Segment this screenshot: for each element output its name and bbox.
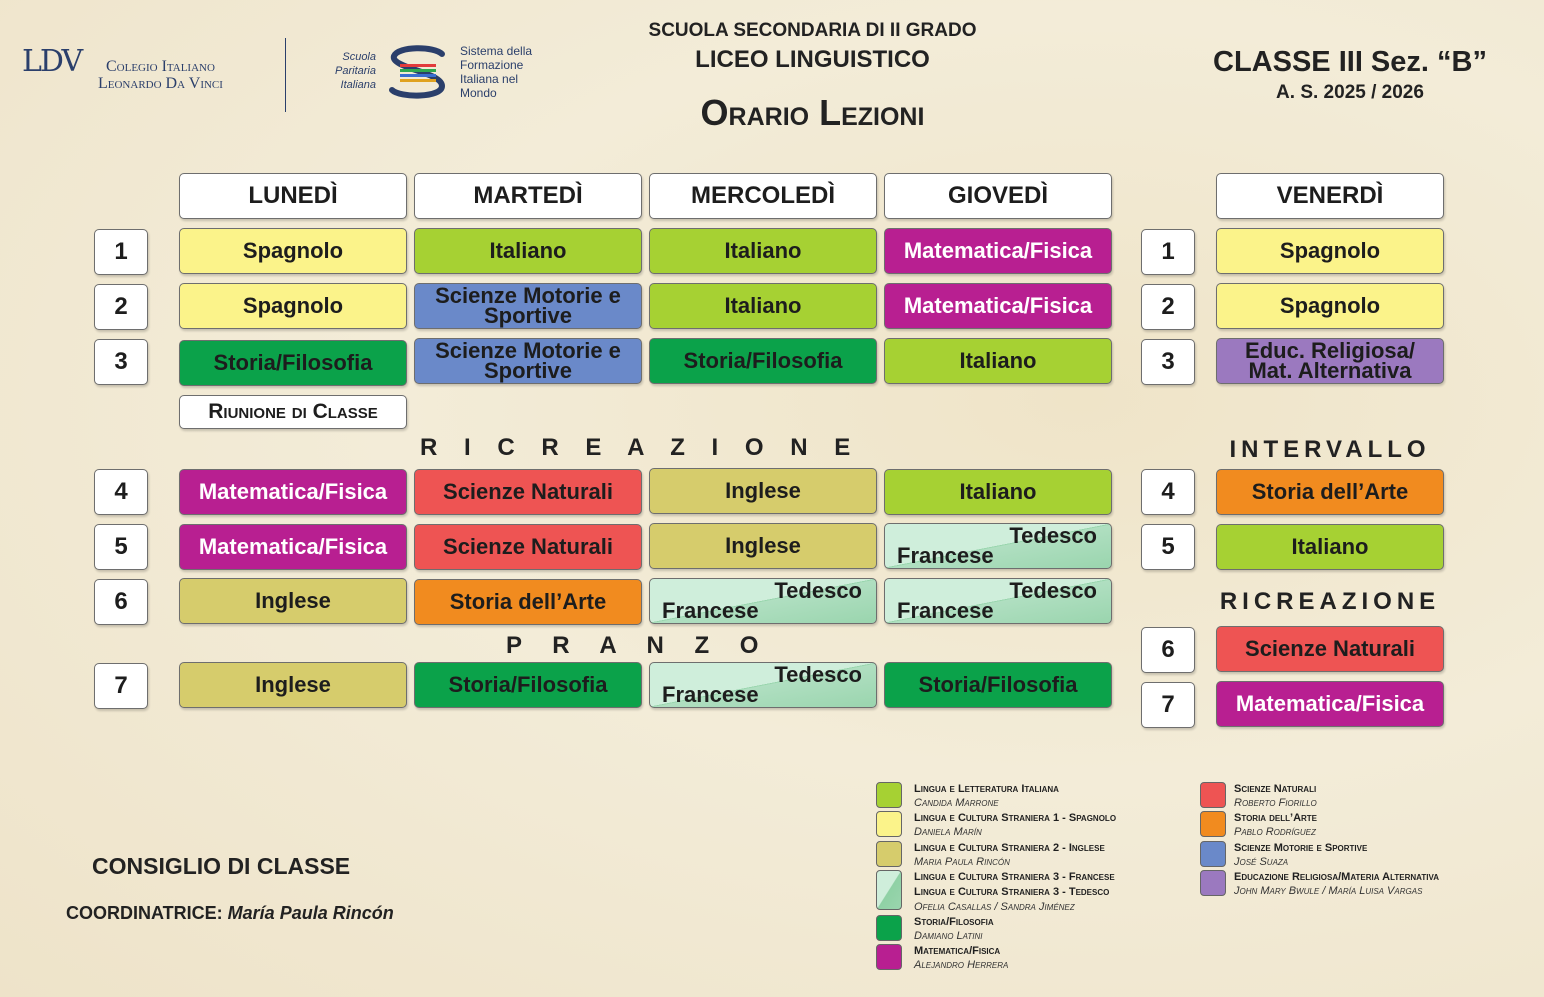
legend-teacher: Candida Marrone	[914, 797, 999, 809]
period-number: 5	[94, 524, 148, 570]
legend-teacher: Daniela Marín	[914, 826, 982, 838]
split-top-label: Tedesco	[1009, 578, 1097, 603]
spi-right-line: Formazione	[460, 58, 524, 72]
coordinator-line	[66, 903, 394, 924]
lesson-cell: Matematica/Fisica	[179, 524, 407, 570]
class-meeting-label: Riunione di Classe	[179, 395, 407, 429]
class-label: CLASSE III Sez. “B”	[1213, 46, 1487, 78]
legend-subject: Educazione Religiosa/Materia Alternativa	[1234, 871, 1439, 883]
legend-subject: Scienze Motorie e Sportive	[1234, 842, 1368, 854]
split-bottom-label: Francese	[897, 598, 994, 623]
coordinator-name: María Paula Rincón	[227, 903, 394, 923]
school-year: A. S. 2025 / 2026	[1276, 82, 1424, 103]
header-divider	[285, 38, 286, 112]
legend-swatch	[876, 915, 902, 941]
period-number: 1	[1141, 229, 1195, 275]
school-name-logo	[98, 58, 223, 92]
legend-swatch	[876, 870, 902, 910]
lesson-cell: Scienze Naturali	[414, 524, 642, 570]
legend-subject: Matematica/Fisica	[914, 945, 1001, 957]
lesson-cell: Storia dell’Arte	[1216, 469, 1444, 515]
spi-logo-icon	[384, 44, 452, 100]
legend-teacher: John Mary Bwule / María Luisa Vargas	[1234, 885, 1423, 897]
lesson-cell: Scienze Motorie e Sportive	[414, 283, 642, 329]
legend-teacher: Roberto Fiorillo	[1234, 797, 1317, 809]
lesson-cell: Storia/Filosofia	[884, 662, 1112, 708]
split-top-label: Tedesco	[1009, 523, 1097, 548]
period-number: 3	[1141, 339, 1195, 385]
spi-left-line: Scuola	[342, 51, 376, 63]
spi-left-text	[328, 50, 376, 92]
lesson-cell: Inglese	[179, 662, 407, 708]
period-number: 3	[94, 339, 148, 385]
lesson-cell: Scienze Naturali	[414, 469, 642, 515]
legend-swatch	[1200, 841, 1226, 867]
lesson-cell: Scienze Motorie e Sportive	[414, 338, 642, 384]
period-number: 5	[1141, 524, 1195, 570]
lesson-cell: Storia/Filosofia	[649, 338, 877, 384]
lesson-cell-split	[649, 578, 877, 624]
spi-left-line: Paritaria	[335, 65, 376, 77]
break-ricreazione-label: R I C R E A Z I O N E	[420, 434, 861, 461]
legend-teacher: Alejandro Herrera	[914, 959, 1009, 971]
split-bottom-label: Francese	[662, 598, 759, 623]
lesson-cell: Italiano	[884, 469, 1112, 515]
lesson-cell: Matematica/Fisica	[884, 283, 1112, 329]
lesson-cell: Italiano	[1216, 524, 1444, 570]
coordinator-label: COORDINATRICE:	[66, 903, 223, 923]
legend-teacher: Ofelia Casallas / Sandra Jiménez	[914, 901, 1075, 913]
split-bottom-label: Francese	[897, 543, 994, 568]
logo-line-1: Colegio Italiano	[105, 58, 215, 75]
lesson-cell: Spagnolo	[1216, 228, 1444, 274]
legend-swatch	[1200, 811, 1226, 837]
period-number: 4	[1141, 469, 1195, 515]
legend-subject: Lingua e Letteratura Italiana	[914, 783, 1059, 795]
break-intervallo-label: INTERVALLO	[1229, 436, 1431, 463]
school-level: SCUOLA SECONDARIA DI II GRADO	[648, 20, 977, 41]
lesson-cell: Inglese	[649, 468, 877, 514]
day-header-martedi: MARTEDÌ	[414, 173, 642, 219]
lesson-cell: Scienze Naturali	[1216, 626, 1444, 672]
lesson-cell: Educ. Religiosa/ Mat. Alternativa	[1216, 338, 1444, 384]
day-header-giovedi: GIOVEDÌ	[884, 173, 1112, 219]
day-header-mercoledi: MERCOLEDÌ	[649, 173, 877, 219]
legend-subject: Lingua e Cultura Straniera 3 - Tedesco	[914, 886, 1110, 898]
split-bottom-label: Francese	[662, 682, 759, 707]
period-number: 7	[94, 663, 148, 709]
lesson-cell: Storia/Filosofia	[179, 340, 407, 386]
lesson-cell: Inglese	[649, 523, 877, 569]
spi-right-line: Mondo	[460, 86, 497, 100]
lesson-cell: Matematica/Fisica	[1216, 681, 1444, 727]
lesson-cell: Inglese	[179, 578, 407, 624]
legend-teacher: Damiano Latini	[914, 930, 983, 942]
lesson-cell-split	[649, 662, 877, 708]
lesson-cell: Matematica/Fisica	[179, 469, 407, 515]
legend-subject: Storia dell’Arte	[1234, 812, 1318, 824]
legend-teacher: José Suaza	[1234, 856, 1289, 868]
lesson-cell: Spagnolo	[1216, 283, 1444, 329]
lesson-cell: Italiano	[414, 228, 642, 274]
period-number: 2	[94, 284, 148, 330]
lesson-cell-split	[884, 523, 1112, 569]
legend-subject: Lingua e Cultura Straniera 2 - Inglese	[914, 842, 1105, 854]
split-top-label: Tedesco	[774, 662, 862, 687]
lesson-cell: Matematica/Fisica	[884, 228, 1112, 274]
period-number: 6	[1141, 627, 1195, 673]
day-header-lunedi: LUNEDÌ	[179, 173, 407, 219]
period-number: 7	[1141, 682, 1195, 728]
day-header-venerdi: VENERDÌ	[1216, 173, 1444, 219]
break-pranzo-label: P R A N Z O	[506, 632, 771, 659]
spi-right-text	[460, 44, 532, 100]
period-number: 6	[94, 579, 148, 625]
break-ricreazione-ven-label: RICREAZIONE	[1219, 588, 1441, 615]
lesson-cell: Spagnolo	[179, 228, 407, 274]
lesson-cell: Storia dell’Arte	[414, 579, 642, 625]
period-number: 4	[94, 469, 148, 515]
spi-right-line: Sistema della	[460, 44, 533, 58]
legend-swatch	[876, 811, 902, 837]
legend-swatch	[876, 944, 902, 970]
legend-swatch	[876, 782, 902, 808]
legend-subject: Scienze Naturali	[1234, 783, 1317, 795]
ldv-logo: LDV	[22, 44, 82, 79]
spi-left-line: Italiana	[340, 79, 376, 91]
lesson-cell: Spagnolo	[179, 283, 407, 329]
split-top-label: Tedesco	[774, 578, 862, 603]
period-number: 2	[1141, 284, 1195, 330]
legend-subject: Lingua e Cultura Straniera 1 - Spagnolo	[914, 812, 1117, 824]
lesson-cell: Storia/Filosofia	[414, 662, 642, 708]
class-council-title: CONSIGLIO DI CLASSE	[92, 853, 351, 879]
liceo-name: LICEO LINGUISTICO	[695, 46, 930, 73]
period-number: 1	[94, 229, 148, 275]
legend-swatch	[1200, 782, 1226, 808]
legend-teacher: Maria Paula Rincón	[914, 856, 1010, 868]
spi-right-line: Italiana nel	[460, 72, 519, 86]
legend-swatch	[1200, 870, 1226, 896]
lesson-cell: Italiano	[649, 283, 877, 329]
legend-subject: Storia/Filosofia	[914, 916, 994, 928]
legend-subject: Lingua e Cultura Straniera 3 - Francese	[914, 871, 1115, 883]
lesson-cell: Italiano	[884, 338, 1112, 384]
legend-teacher: Pablo Rodríguez	[1234, 826, 1316, 838]
page-title: Orario Lezioni	[700, 92, 925, 133]
logo-line-2: Leonardo Da Vinci	[98, 75, 223, 92]
lesson-cell: Italiano	[649, 228, 877, 274]
lesson-cell-split	[884, 578, 1112, 624]
legend-swatch	[876, 841, 902, 867]
